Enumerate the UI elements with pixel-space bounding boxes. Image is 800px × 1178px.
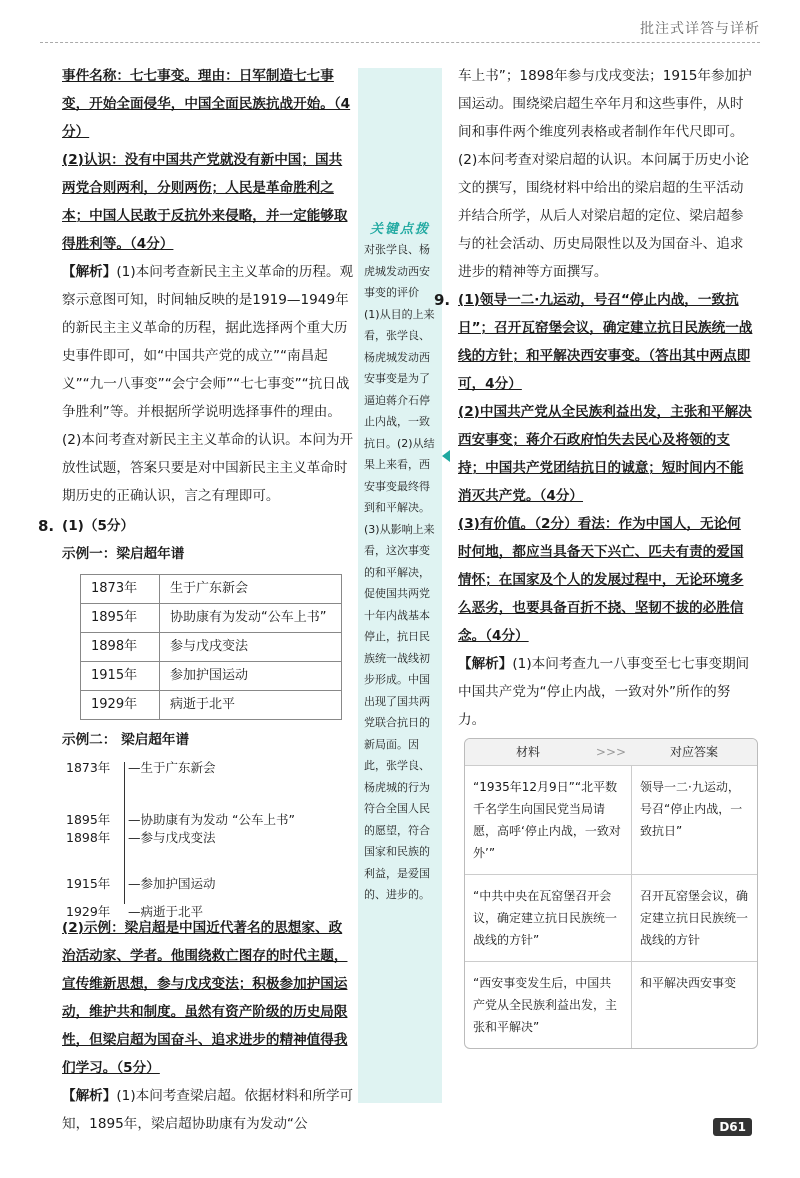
answer-7-event: 事件名称：七七事变。理由：日军制造七七事变，开始全面侵华，中国全面民族抗战开始。（4分） xyxy=(62,68,351,140)
analysis-8-2: (2)本问考查对梁启超的认识。本问属于历史小论文的撰写，围绕材料中给出的梁启超的生平活动并结合所学，从后人对梁启超的定位、梁启超参与的社会活动、历史局限性以及为国奋斗、追求进步的精神等方面撰写。 xyxy=(458,152,750,280)
question-8-number: 8. xyxy=(38,517,55,535)
table-row xyxy=(81,662,342,691)
year-cell: 1929年 xyxy=(81,691,160,720)
left-column xyxy=(38,62,354,1138)
timeline-event: —协助康有为发动 “公车上书” xyxy=(128,812,295,827)
event-cell: 参与戊戌变法 xyxy=(160,633,342,662)
material-cell: “西安事变发生后，中国共产党从全民族利益出发，主张和平解决” xyxy=(465,962,632,1048)
answer-9-1: (1)领导一二·九运动，号召“停止内战，一致抗日”；召开瓦窑堡会议，确定建立抗日民族统一战线的方针；和平解决西安事变。（答出其中两点即可，4分） xyxy=(458,292,753,392)
timeline-year: 1929年 xyxy=(66,904,111,919)
event-cell: 协助康有为发动“公车上书” xyxy=(160,604,342,633)
chronology-table xyxy=(80,574,342,720)
timeline-event: —生于广东新会 xyxy=(128,760,216,775)
material-cell: “1935年12月9日”“北平数千名学生向国民党当局请愿，高呼‘停止内战，一致对外’” xyxy=(465,766,632,874)
timeline-item xyxy=(66,898,204,926)
timeline-event: —参加护国运动 xyxy=(128,876,216,891)
event-cell: 参加护国运动 xyxy=(160,662,342,691)
chronology-timeline xyxy=(66,754,354,919)
table-row xyxy=(465,766,757,874)
material-answer-table xyxy=(464,738,758,1049)
question-9-number: 9. xyxy=(434,291,451,309)
page-number: D61 xyxy=(713,1118,752,1136)
event-cell: 病逝于北平 xyxy=(160,691,342,720)
analysis-9: 【解析】(1)本问考查九一八事变至七七事变期间中国共产党为“停止内战，一致对外”所作的努力。 xyxy=(458,656,750,728)
answer-cell: 召开瓦窑堡会议，确定建立抗日民族统一战线的方针 xyxy=(640,889,749,947)
year-cell: 1873年 xyxy=(81,575,160,604)
timeline-year: 1898年 xyxy=(66,830,111,845)
table-row xyxy=(81,604,342,633)
year-cell: 1895年 xyxy=(81,604,160,633)
timeline-axis xyxy=(124,762,125,904)
table-row xyxy=(465,874,757,961)
table-header xyxy=(465,739,757,766)
answer-9-3: (3)有价值。（2分）看法：作为中国人，无论何时何地，都应当具备天下兴亡、匹夫有责的爱国情怀；在国家及个人的发展过程中，无论环境多么恶劣，也要具备百折不挠、坚韧不拔的必胜信念。（4分） xyxy=(458,516,744,644)
timeline-year: 1895年 xyxy=(66,812,111,827)
table-row xyxy=(465,961,757,1048)
answer-7-2: (2)认识：没有中国共产党就没有新中国；国共两党合则两利，分则两伤；人民是革命胜利之本；中国人民敢于反抗外来侵略，并一定能够取得胜利等。（4分） xyxy=(62,152,348,252)
analysis-7: 【解析】(1)本问考查新民主主义革命的历程。观察示意图可知，时间轴反映的是1919—1949年的新民主主义革命的历程，据此选择两个重大历史事件即可，如“中国共产党的成立”“南昌起义”“九一八事变”“会宁会师”“七七事变”“抗日战争胜利”等。并根据所学说明选择事件的理由。 xyxy=(62,264,354,420)
material-cell: “中共中央在瓦窑堡召开会议，确定建立抗日民族统一战线的方针” xyxy=(465,875,632,961)
timeline-item xyxy=(66,824,216,852)
table-row xyxy=(81,575,342,604)
analysis-8: 【解析】(1)本问考查梁启超。依据材料和所学可知，1895年，梁启超协助康有为发动“公 xyxy=(62,1088,354,1132)
timeline-item xyxy=(66,870,216,898)
timeline-event: —病逝于北平 xyxy=(128,904,204,919)
key-tips-body: 对张学良、杨虎城发动西安事变的评价 (1)从目的上来看，张学良、杨虎城发动西安事变是为了逼迫蒋介石停止内战，一致抗日。(2)从结果上来看，西安事变最终得到和平解决。(3)从影响上来看，这次事变的和平解决，促使国共两党十年内战基本停止，抗日民族统一战线初步形成。中国出现了国共两党联合抗日的新局面。因此，张学良、杨虎城的行为符合全国人民的愿望，符合国家和民族的利益，是爱国的、进步的。 xyxy=(364,243,435,901)
year-cell: 1898年 xyxy=(81,633,160,662)
answer-8-2: (2)示例：梁启超是中国近代著名的思想家、政治活动家、学者。他围绕救亡图存的时代主题，宣传维新思想，参与戊戌变法；积极参加护国运动，维护共和制度。虽然有资产阶级的历史局限性，但梁启超为国奋斗、追求进步的精神值得我们学习。（5分） xyxy=(62,920,348,1076)
event-cell: 生于广东新会 xyxy=(160,575,342,604)
timeline-year: 1873年 xyxy=(66,760,111,775)
key-tips-sidebar xyxy=(358,68,442,1103)
timeline-item xyxy=(66,754,216,782)
table-row xyxy=(81,633,342,662)
analysis-8-cont: 车上书”；1898年参与戊戌变法；1915年参加护国运动。围绕梁启超生卒年月和这些事件，从时间和事件两个维度列表格或者制作年代尺即可。 xyxy=(458,68,752,140)
right-column xyxy=(434,62,754,1049)
key-tips-title: 关键点拨 xyxy=(369,222,430,237)
timeline-year: 1915年 xyxy=(66,876,111,891)
pointer-arrow-icon xyxy=(442,450,450,462)
page-header: 批注式详答与详析 xyxy=(640,21,760,37)
header-answer: 对应答案 xyxy=(669,745,718,759)
header-material: 材料 xyxy=(515,745,540,759)
arrow-icon: >>> xyxy=(595,745,627,759)
example-1-title: 示例一：梁启超年谱 xyxy=(62,546,185,562)
timeline-event: —参与戊戌变法 xyxy=(128,830,216,845)
year-cell: 1915年 xyxy=(81,662,160,691)
answer-cell: 和平解决西安事变 xyxy=(640,976,737,990)
table-row xyxy=(81,691,342,720)
example-2-title: 示例二： 梁启超年谱 xyxy=(62,732,190,748)
analysis-7-2: (2)本问考查对新民主主义革命的认识。本问为开放性试题，答案只要是对中国新民主主义革命时期历史的正确认识，言之有理即可。 xyxy=(62,432,354,504)
header-divider xyxy=(40,42,760,43)
answer-8-1: (1)（5分） xyxy=(62,518,135,534)
answer-9-2: (2)中国共产党从全民族利益出发，主张和平解决西安事变；蒋介石政府怕失去民心及将领的支持；中国共产党团结抗日的诚意；短时间内不能消灭共产党。（4分） xyxy=(458,404,752,504)
answer-cell: 领导一二·九运动，号召“停止内战，一致抗日” xyxy=(640,780,743,838)
